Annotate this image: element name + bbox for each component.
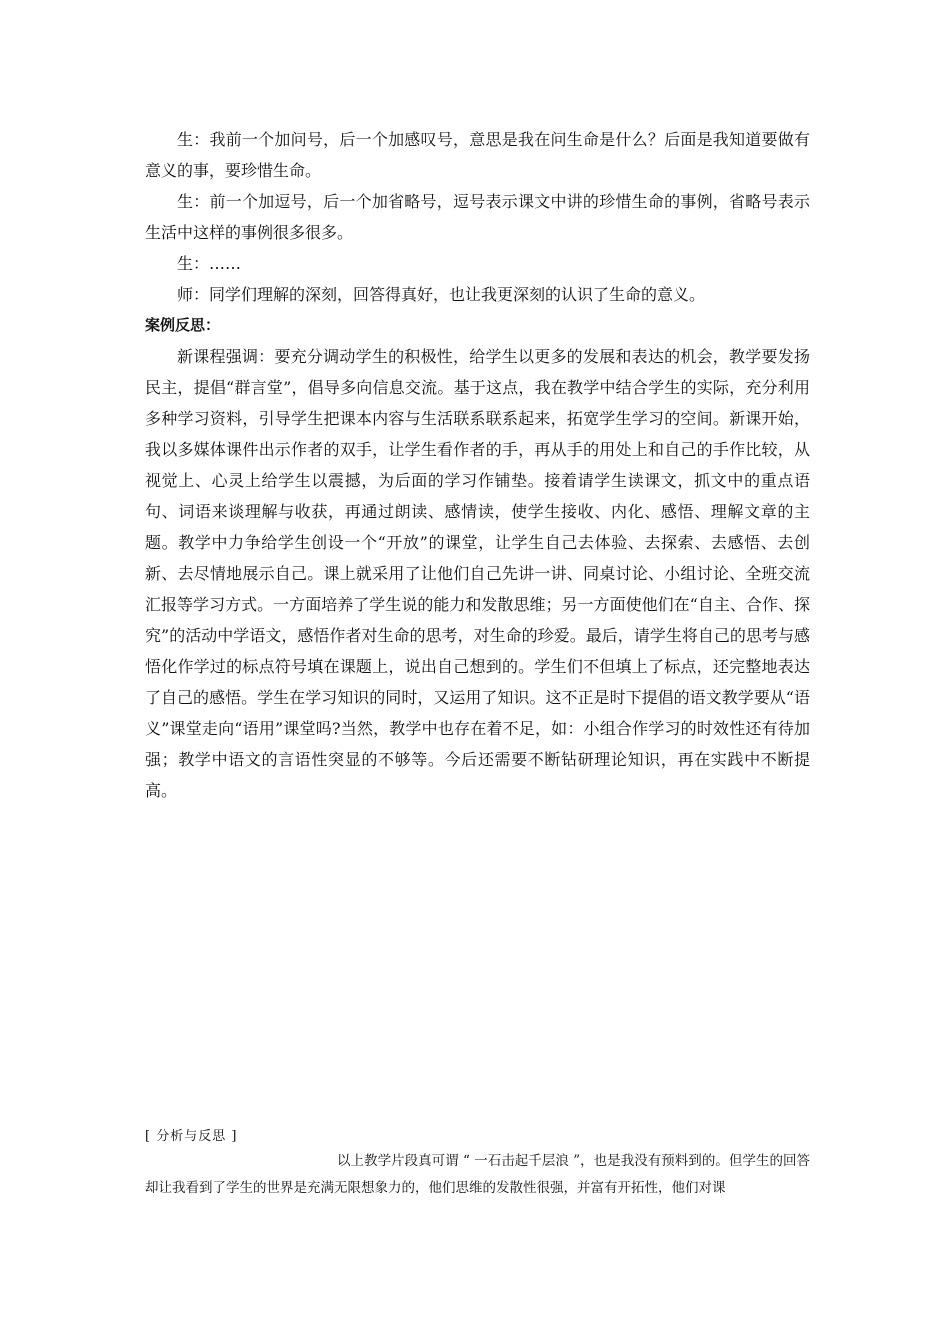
reflection-heading: 案例反思： bbox=[145, 316, 221, 334]
dialogue-line: 师：同学们理解的深刻，回答得真好，也让我更深刻的认识了生命的意义。 bbox=[177, 285, 706, 304]
dialogue-line: 生：我前一个加问号，后一个加感叹号，意思是我在问生命是什么？后面是我知道要做有意义的事，要珍惜生命。 bbox=[145, 130, 810, 180]
analysis-paragraph: 以上教学片段真可谓 “ 一石击起千层浪 ”，也是我没有预料到的。但学生的回答却让我看到了学生的世界是充满无限想象力的，他们思维的发散性很强，并富有开拓性，他们对课 bbox=[145, 1153, 810, 1196]
dialogue-line: 生：…… bbox=[177, 254, 242, 273]
analysis-section bbox=[145, 1148, 810, 1202]
dialogue-line: 生：前一个加逗号，后一个加省略号，逗号表示课文中讲的珍惜生命的事例，省略号表示生活中这样的事例很多很多。 bbox=[145, 192, 810, 242]
analysis-heading: [ 分析与反思 ] bbox=[145, 1129, 238, 1144]
document-body bbox=[145, 124, 810, 806]
reflection-paragraph: 新课程强调：要充分调动学生的积极性，给学生以更多的发展和表达的机会，教学要发扬民主，提倡“群言堂”，倡导多向信息交流。基于这点，我在教学中结合学生的实际，充分利用多种学习资料，引导学生把课本内容与生活联系联系起来，拓宽学生学习的空间。新课开始，我以多媒体课件出示作者的双手，让学生看作者的手，再从手的用处上和自己的手作比较，从视觉上、心灵上给学生以震撼，为后面的学习作铺垫。接着请学生读课文，抓文中的重点语句、词语来谈理解与收获，再通过朗读、感情读，使学生接收、内化、感悟、理解文章的主题。教学中力争给学生创设一个“开放”的课堂，让学生自己去体验、去探索、去感悟、去创新、去尽情地展示自己。课上就采用了让他们自己先讲一讲、同桌讨论、小组讨论、全班交流汇报等学习方式。一方面培养了学生说的能力和发散思维；另一方面使他们在“自主、合作、探究”的活动中学语文，感悟作者对生命的思考，对生命的珍爱。最后，请学生将自己的思考与感悟化作学过的标点符号填在课题上，说出自己想到的。学生们不但填上了标点，还完整地表达了自己的感悟。学生在学习知识的同时，又运用了知识。这不正是时下提倡的语文教学要从“语义”课堂走向“语用”课堂吗?当然，教学中也存在着不足，如：小组合作学习的时效性还有待加强；教学中语文的言语性突显的不够等。今后还需要不断钻研理论知识，再在实践中不断提高。 bbox=[145, 347, 810, 800]
